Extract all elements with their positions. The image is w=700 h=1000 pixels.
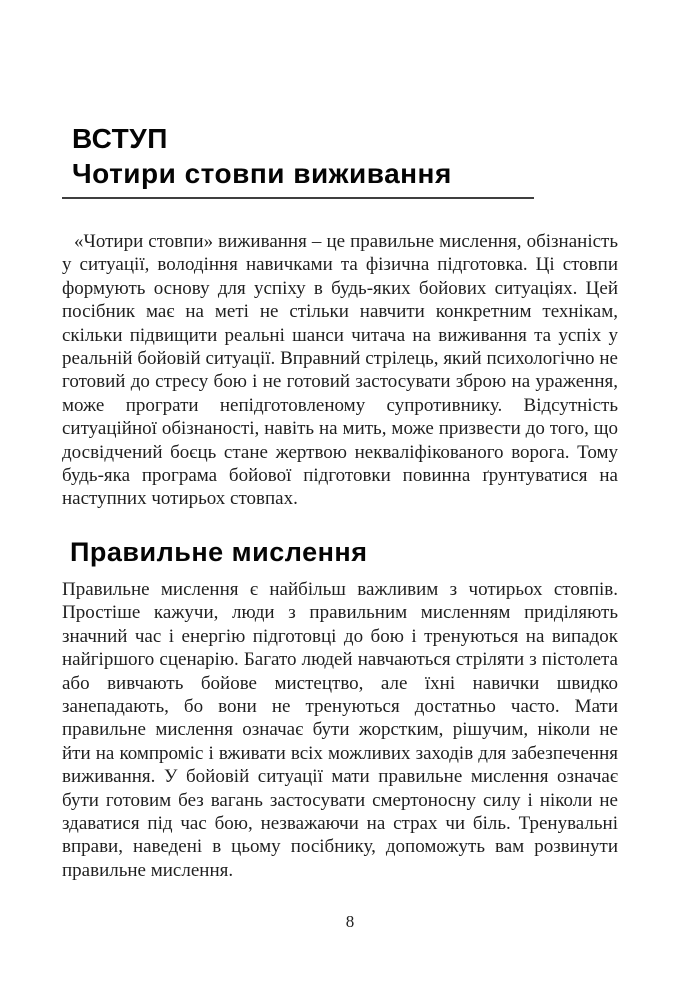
intro-paragraph: «Чотири стовпи» виживання – це правильне мислення, обізнаність у ситуації, володіння навичками та фізична підготовка. Ці стовпи формують основу для успіху в будь-яких бойових ситуаціях. Цей посібник має на меті не стільки навчити конкретним технікам, скільки підвищити реальні шанси читача на виживання та успіх у реальній бойовій ситуації. Вправний стрілець, який психологічно не готовий до стресу бою і не готовий застосувати зброю на ураження, може програти непідготовленому супротивнику. Відсутність ситуаційної обізнаності, навіть на мить, може призвести до того, що досвідчений боєць стане жертвою некваліфікованого ворога. Тому будь-яка програма бойової підготовки повинна ґрунтуватися на наступних чотирьох стовпах. (62, 231, 618, 510)
text-column (62, 0, 618, 882)
page-number: 8 (345, 912, 355, 931)
section-paragraph: Правильне мислення є найбільш важливим з чотирьох стовпів. Простіше кажучи, люди з правильним мисленням приділяють значний час і енергію підготовці до бою і тренуються на випадок найгіршого сценарію. Багато людей навчаються стріляти з пістолета або вивчають бойове мистецтво, але їхні навички швидко занепадають, бо вони не тренуються достатньо часто. Мати правильне мислення означає бути жорстким, рішучим, ніколи не йти на компроміс і вживати всіх можливих заходів для забезпечення виживання. У бойовій ситуації мати правильне мислення означає бути готовим без вагань застосувати смертоносну силу і ніколи не здаватися під час бою, незважаючи на страх чи біль. Тренувальні вправи, наведені в цьому посібнику, допоможуть вам розвинути правильне мислення. (62, 578, 618, 881)
section-heading: Правильне мислення (70, 536, 368, 567)
chapter-title-block (62, 121, 534, 199)
chapter-title-line1: ВСТУП (72, 123, 168, 154)
chapter-title-line2: Чотири стовпи виживання (72, 158, 452, 189)
